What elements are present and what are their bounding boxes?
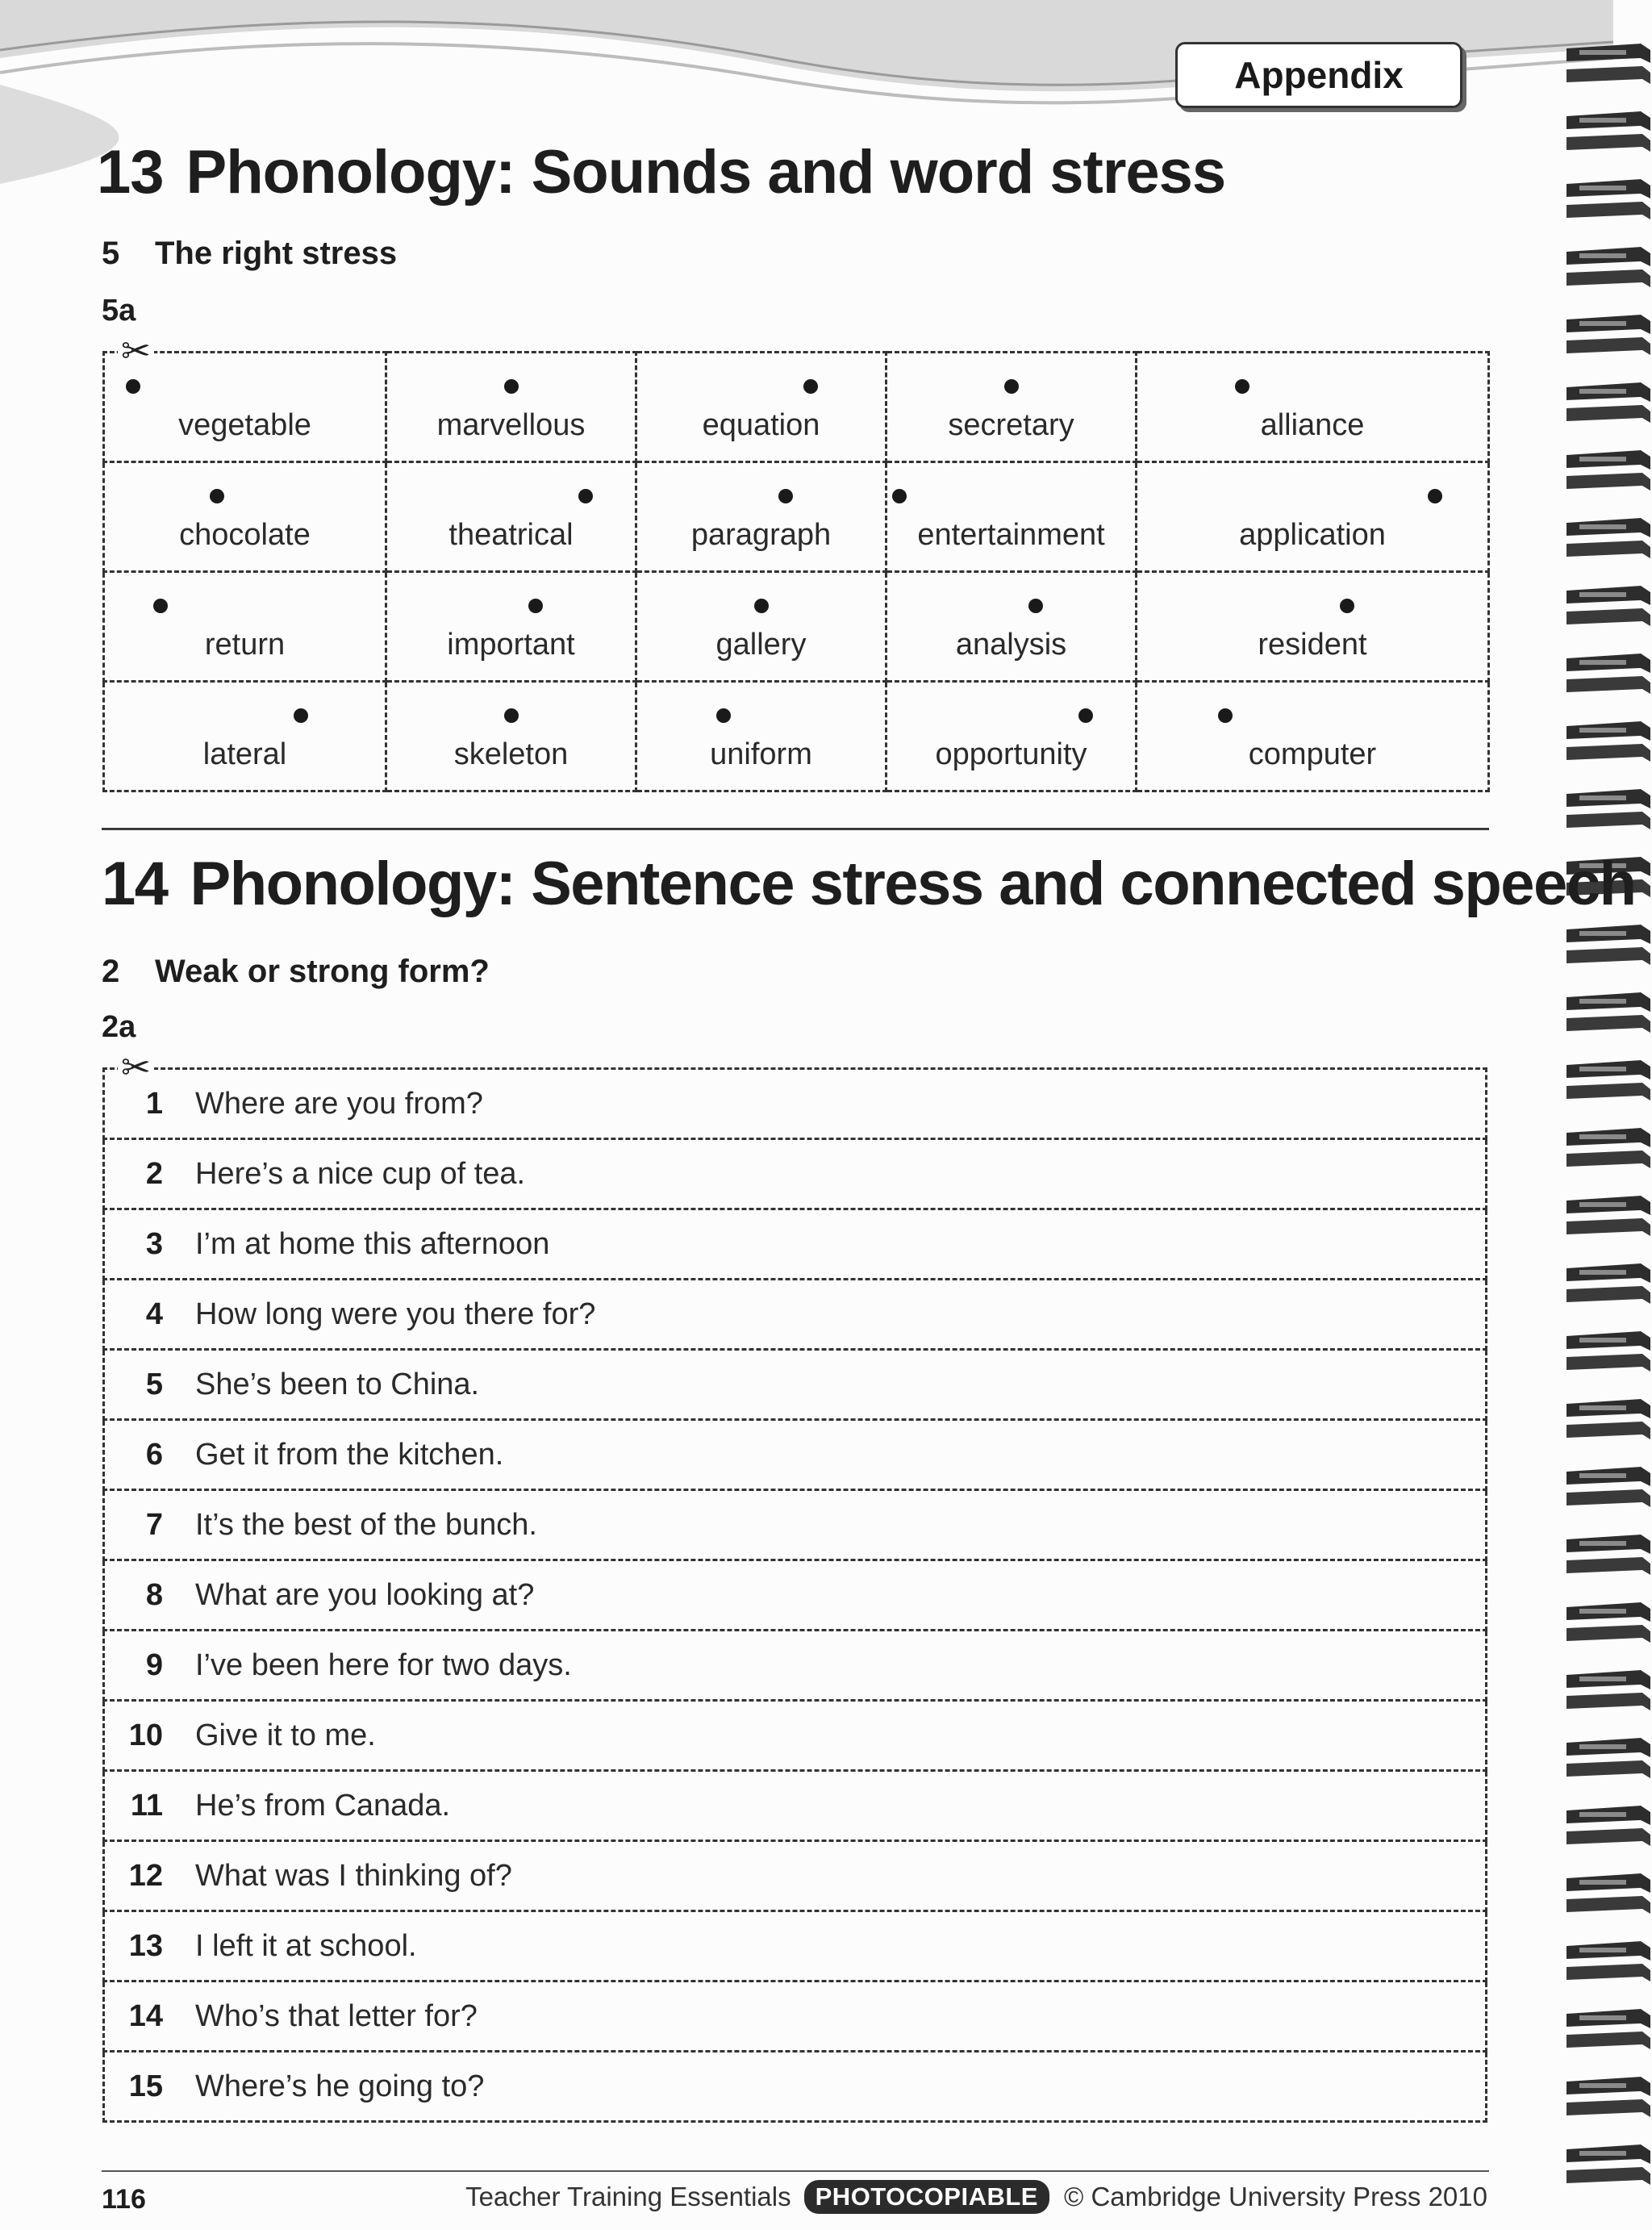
word-card-label: chocolate	[179, 518, 311, 552]
section-14-subheading	[102, 954, 490, 990]
word-card	[636, 462, 886, 572]
appendix-tab	[1175, 42, 1462, 108]
section-14-sub-title: Weak or strong form?	[155, 954, 490, 989]
stress-dot-icon	[778, 489, 793, 503]
section-divider	[102, 828, 1489, 830]
sentence-number: 13	[128, 1928, 163, 1963]
word-card-row	[104, 462, 1489, 572]
section-14-sub-number: 2	[102, 954, 120, 989]
stress-dot-icon	[504, 708, 519, 723]
section-13-subheading	[102, 236, 397, 272]
word-card-label: theatrical	[448, 518, 574, 552]
sentence-number: 12	[128, 1858, 163, 1893]
word-card	[886, 353, 1137, 462]
word-card-row	[104, 572, 1489, 682]
sentence-number: 9	[145, 1647, 163, 1682]
word-card	[386, 682, 636, 791]
sentence-card-row	[104, 1420, 1487, 1490]
spiral-binding	[1563, 0, 1652, 2230]
word-card-label: gallery	[715, 628, 807, 662]
sentence-number: 15	[128, 2069, 163, 2103]
word-card-label: opportunity	[935, 737, 1087, 771]
sentence-text: What are you looking at?	[195, 1577, 535, 1612]
sentence-card-row	[104, 1139, 1487, 1209]
stress-dot-icon	[892, 489, 907, 503]
word-card-label: entertainment	[917, 518, 1105, 552]
sentence-number: 1	[145, 1086, 163, 1121]
sentence-card-row	[104, 1631, 1487, 1701]
word-card	[886, 682, 1137, 791]
sentence-card	[104, 1069, 1487, 1139]
word-card	[1137, 682, 1489, 791]
sentence-number: 10	[128, 1718, 163, 1752]
sentence-text: Give it to me.	[195, 1718, 376, 1752]
word-card-label: paragraph	[690, 518, 832, 552]
scissors-icon: ✂	[118, 334, 154, 370]
word-card-label: return	[204, 628, 286, 662]
sentence-text: Get it from the kitchen.	[195, 1437, 504, 1472]
stress-dot-icon	[1004, 379, 1019, 394]
section-13-sub-title: The right stress	[155, 236, 398, 271]
word-card-label: equation	[702, 408, 820, 442]
word-card	[636, 682, 886, 791]
sentence-number: 4	[145, 1297, 163, 1331]
word-card-label: secretary	[948, 408, 1074, 442]
sentence-number: 11	[130, 1788, 163, 1823]
sentence-card	[104, 1771, 1487, 1841]
sentence-card-row	[104, 1560, 1487, 1631]
sentence-number: 14	[128, 1998, 163, 2033]
stress-dot-icon	[803, 379, 818, 394]
word-card	[104, 572, 386, 682]
page-number: 116	[102, 2184, 146, 2215]
stress-dot-icon	[578, 489, 593, 503]
scissors-icon: ✂	[118, 1050, 154, 1086]
sentence-number: 3	[145, 1226, 163, 1261]
word-card-label: computer	[1248, 737, 1377, 771]
sentence-text: I’ve been here for two days.	[195, 1647, 572, 1682]
sentence-card	[104, 1209, 1487, 1280]
word-card-label: marvellous	[436, 408, 586, 442]
sentence-text: He’s from Canada.	[195, 1788, 451, 1823]
stress-dot-icon	[1028, 599, 1043, 613]
sentence-card	[104, 1841, 1487, 1911]
sentence-card-row	[104, 1280, 1487, 1350]
stress-dot-icon	[1340, 599, 1354, 613]
section-14-heading: Phonology: Sentence stress and connected speech	[190, 850, 1636, 918]
sentence-card-row	[104, 1841, 1487, 1911]
sentence-card-row	[104, 1350, 1487, 1420]
word-card-label: important	[447, 628, 575, 662]
section-13-heading: Phonology: Sounds and word stress	[186, 138, 1226, 207]
sentence-card	[104, 1280, 1487, 1350]
section-13-title	[97, 137, 1225, 207]
stress-dot-icon	[210, 489, 224, 503]
sentence-card	[104, 2052, 1487, 2122]
sentence-card-row	[104, 1209, 1487, 1280]
section-13-sub-number: 5	[102, 236, 120, 271]
sentence-card-row	[104, 1490, 1487, 1560]
sentence-number: 6	[145, 1437, 163, 1472]
sentence-card-list	[102, 1067, 1487, 2123]
word-card-row	[104, 682, 1489, 791]
sentence-card-row	[104, 1701, 1487, 1771]
stress-dot-icon	[754, 599, 769, 613]
sentence-card	[104, 1701, 1487, 1771]
stress-dot-icon	[528, 599, 543, 613]
sentence-text: What was I thinking of?	[195, 1858, 512, 1893]
sentence-card	[104, 1139, 1487, 1209]
sentence-card-row	[104, 1911, 1487, 1982]
stress-dot-icon	[716, 708, 731, 723]
word-card-label: lateral	[202, 737, 287, 771]
appendix-label: Appendix	[1234, 54, 1404, 96]
stress-dot-icon	[1235, 379, 1249, 394]
word-card-label: uniform	[710, 737, 812, 771]
word-card-row	[104, 353, 1489, 462]
stress-dot-icon	[504, 379, 519, 394]
sentence-card	[104, 1560, 1487, 1631]
sentence-text: Here’s a nice cup of tea.	[195, 1156, 526, 1191]
word-card	[1137, 353, 1489, 462]
exercise-2a-label: 2a	[102, 1010, 136, 1044]
word-card	[386, 572, 636, 682]
sentence-card-row	[104, 1069, 1487, 1139]
stress-dot-icon	[1218, 708, 1233, 723]
stress-dot-icon	[1428, 489, 1442, 503]
sentence-card-row	[104, 1771, 1487, 1841]
sentence-card	[104, 1420, 1487, 1490]
sentence-card	[104, 1350, 1487, 1420]
exercise-5a-label: 5a	[102, 294, 136, 328]
photocopiable-badge: PHOTOCOPIABLE	[804, 2180, 1049, 2214]
word-card	[636, 353, 886, 462]
word-card	[386, 353, 636, 462]
section-14-number: 14	[102, 850, 168, 918]
sentence-text: How long were you there for?	[195, 1297, 596, 1331]
book-title: Teacher Training Essentials	[465, 2182, 791, 2211]
stress-dot-icon	[126, 379, 140, 394]
word-card-label: alliance	[1260, 408, 1365, 442]
word-card	[1137, 462, 1489, 572]
copyright-notice: © Cambridge University Press 2010	[1063, 2182, 1487, 2211]
sentence-text: Where’s he going to?	[195, 2069, 485, 2103]
footer-rule	[102, 2170, 1489, 2172]
word-card-label: application	[1239, 518, 1386, 552]
word-card	[104, 682, 386, 791]
sentence-text: I left it at school.	[195, 1928, 417, 1963]
word-card	[886, 572, 1137, 682]
stress-dot-icon	[294, 708, 308, 723]
sentence-text: It’s the best of the bunch.	[195, 1507, 537, 1542]
sentence-text: Who’s that letter for?	[195, 1998, 478, 2033]
word-card-label: analysis	[955, 628, 1067, 662]
stress-dot-icon	[1078, 708, 1093, 723]
word-card-label: resident	[1258, 628, 1367, 662]
sentence-number: 8	[145, 1577, 163, 1612]
section-13-number: 13	[97, 138, 164, 207]
sentence-text: She’s been to China.	[195, 1367, 480, 1401]
word-card-label: skeleton	[453, 737, 569, 771]
sentence-card	[104, 1490, 1487, 1560]
sentence-number: 2	[145, 1156, 163, 1191]
sentence-number: 5	[145, 1367, 163, 1401]
word-stress-card-grid	[102, 351, 1490, 792]
word-card	[104, 462, 386, 572]
sentence-card	[104, 1982, 1487, 2052]
sentence-card-row	[104, 1982, 1487, 2052]
word-card	[886, 462, 1137, 572]
sentence-text: Where are you from?	[195, 1086, 483, 1121]
sentence-text: I’m at home this afternoon	[195, 1226, 550, 1261]
word-card	[1137, 572, 1489, 682]
word-card	[636, 572, 886, 682]
word-card	[386, 462, 636, 572]
sentence-number: 7	[145, 1507, 163, 1542]
section-14-title	[102, 849, 1636, 919]
sentence-card-row	[104, 2052, 1487, 2122]
word-card-label: vegetable	[178, 408, 311, 442]
sentence-card	[104, 1911, 1487, 1982]
sentence-card	[104, 1631, 1487, 1701]
footer-credits	[465, 2180, 1487, 2214]
stress-dot-icon	[153, 599, 168, 613]
